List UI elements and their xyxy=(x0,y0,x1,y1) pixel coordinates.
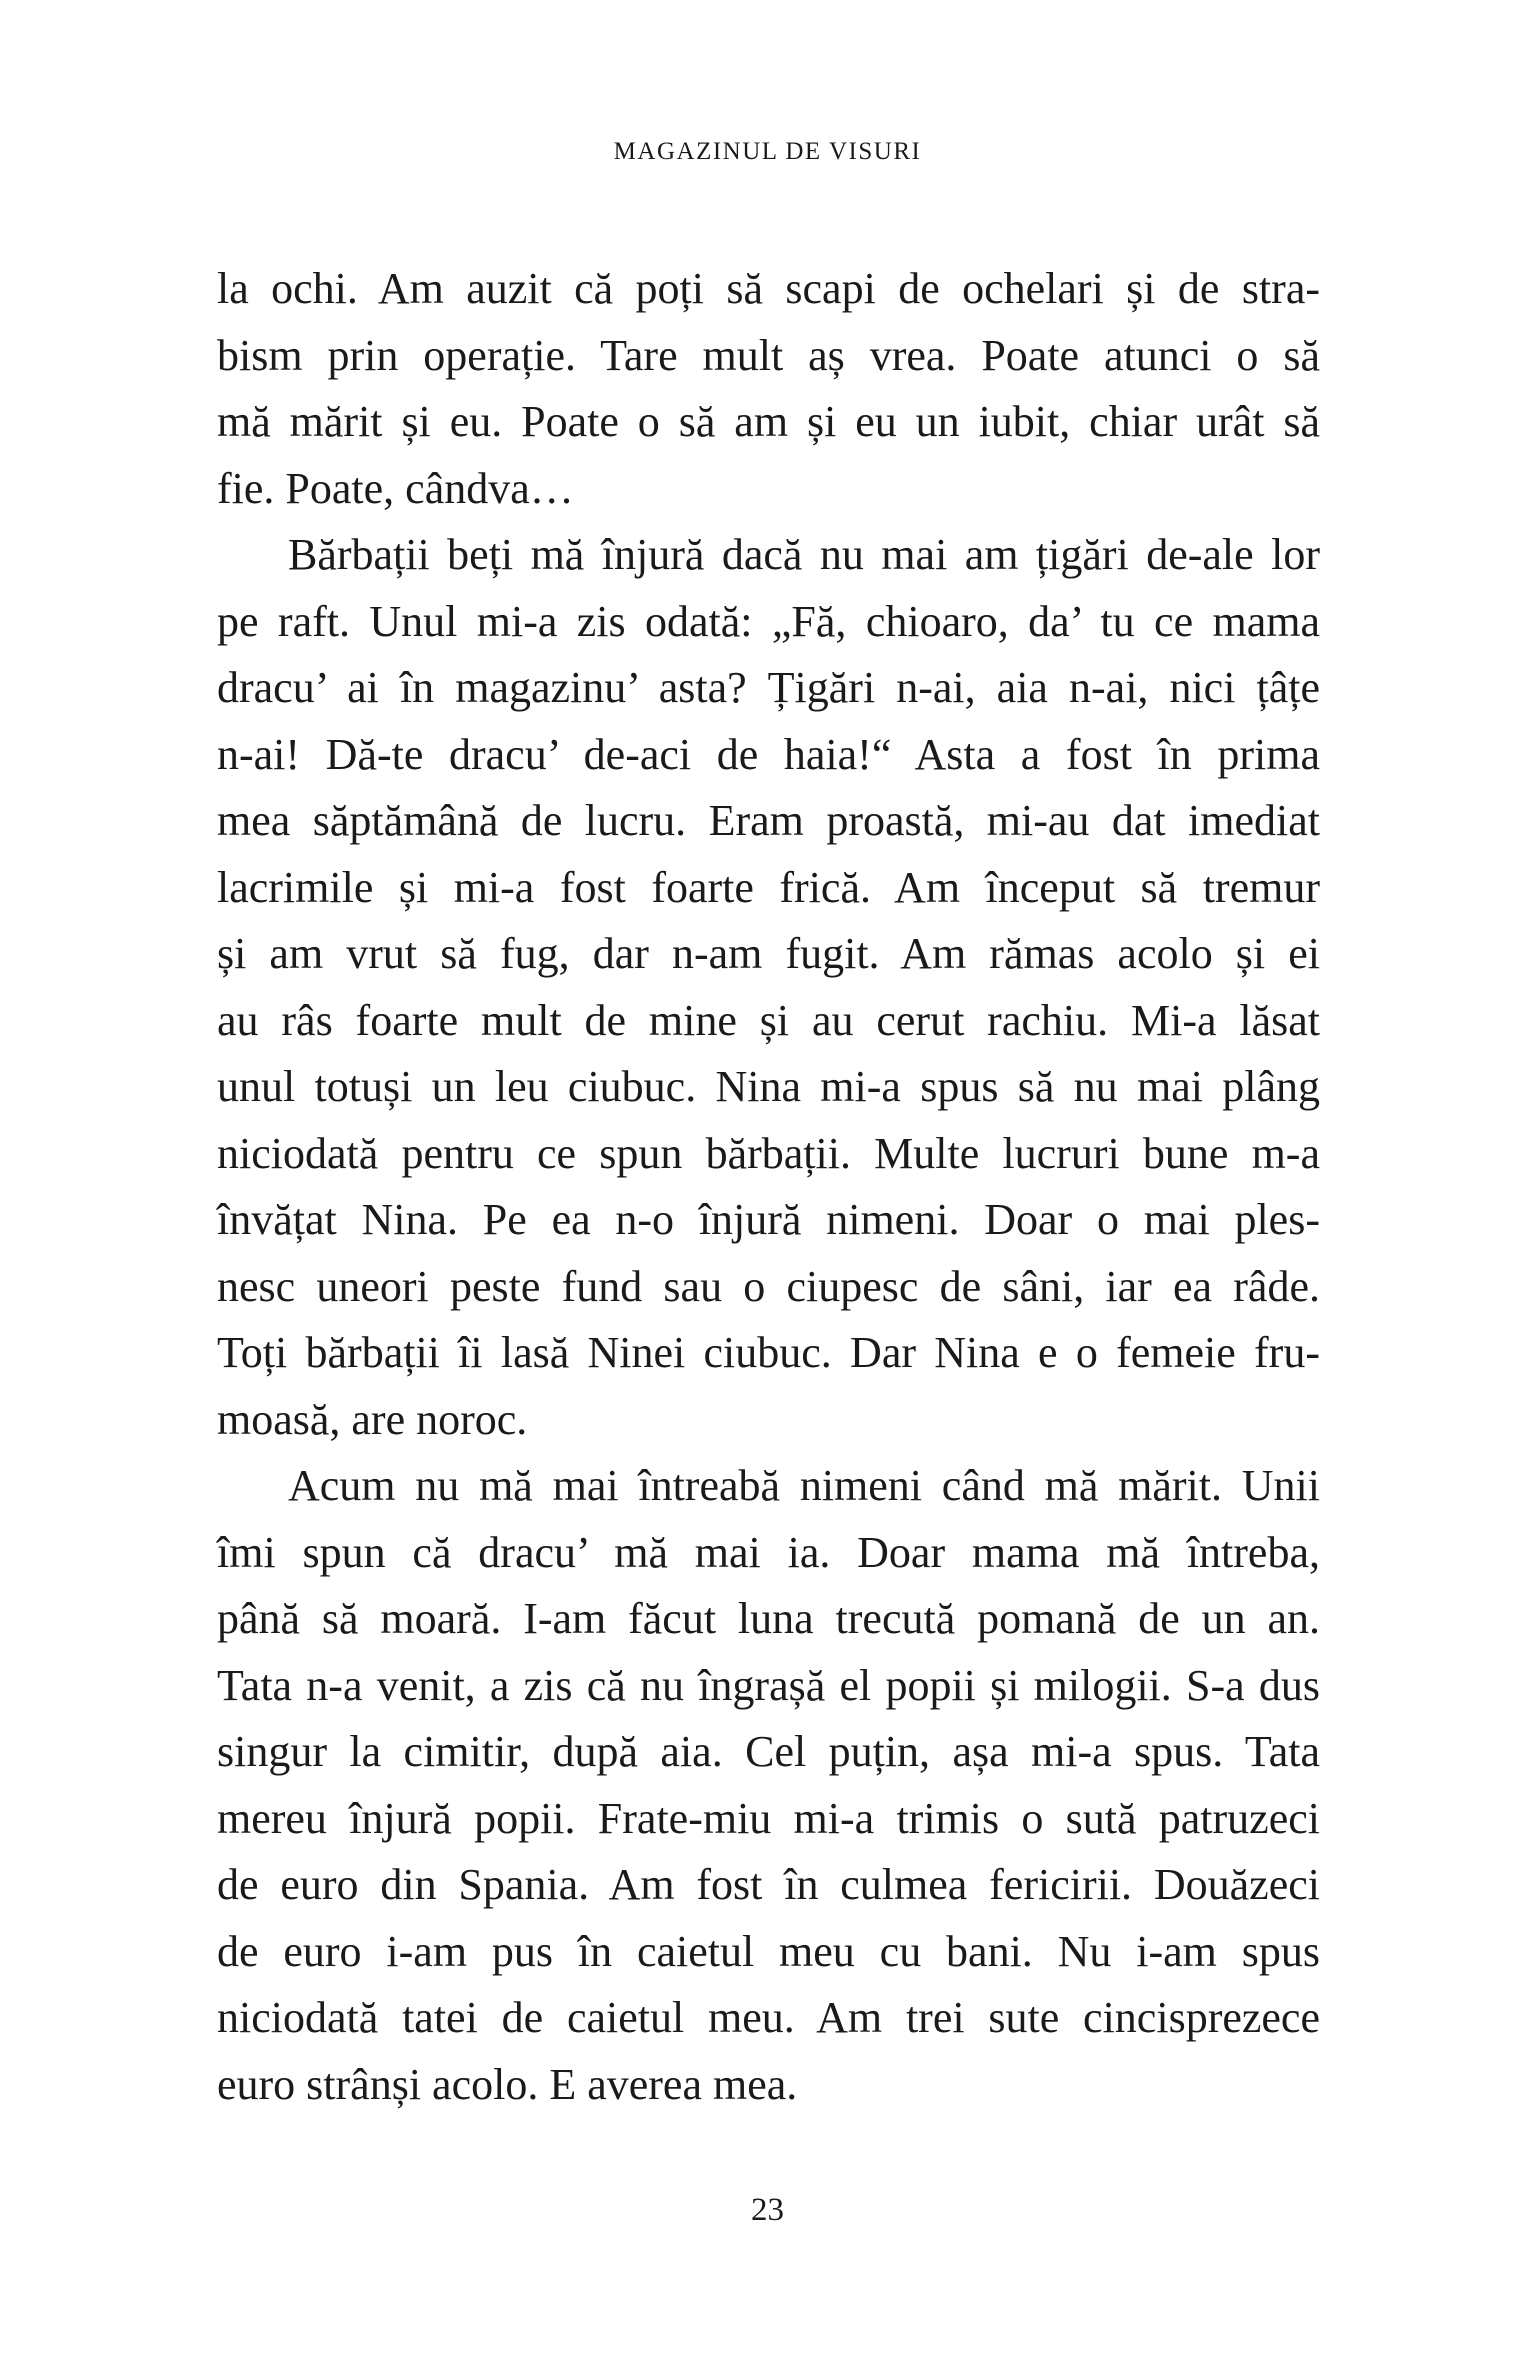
running-header: MAGAZINUL DE VISURI xyxy=(613,138,922,165)
text-line: singur la cimitir, după aia. Cel puțin, așa mi-a spus. Tata xyxy=(217,1727,1320,1776)
text-line: pe raft. Unul mi-a zis odată: „Fă, chioaro, da’ tu ce mama xyxy=(217,596,1320,646)
text-line: lacrimile și mi-a fost foarte frică. Am început să tremur xyxy=(217,862,1320,912)
text-line: până să moară. I-am făcut luna trecută pomană de un an. xyxy=(217,1594,1320,1643)
text-line: îmi spun că dracu’ mă mai ia. Doar mama mă întreba, xyxy=(217,1527,1320,1577)
text-line: și am vrut să fug, dar n-am fugit. Am rămas acolo și ei xyxy=(217,929,1320,978)
text-line: euro strânși acolo. E averea mea. xyxy=(217,2059,798,2109)
text-line: Acum nu mă mai întreabă nimeni când mă mărit. Unii xyxy=(288,1461,1320,1510)
text-line: Toți bărbații îi lasă Ninei ciubuc. Dar Nina e o femeie fru- xyxy=(217,1328,1320,1377)
text-line: mă mărit și eu. Poate o să am și eu un iubit, chiar urât să xyxy=(217,397,1320,446)
text-line: moasă, are noroc. xyxy=(217,1394,528,1444)
text-line: fie. Poate, cândva… xyxy=(217,463,574,513)
text-line: mea săptămână de lucru. Eram proastă, mi-au dat imediat xyxy=(217,796,1320,845)
text-line: dracu’ ai în magazinu’ asta? Țigări n-ai, aia n-ai, nici țâțe xyxy=(217,663,1320,712)
text-line: bism prin operație. Tare mult aș vrea. Poate atunci o să xyxy=(217,330,1320,380)
text-line: la ochi. Am auzit că poți să scapi de ochelari și de stra- xyxy=(217,264,1320,313)
text-line: de euro i-am pus în caietul meu cu bani. Nu i-am spus xyxy=(217,1926,1320,1976)
text-line: niciodată pentru ce spun bărbații. Multe lucruri bune m-a xyxy=(217,1128,1320,1178)
body-text xyxy=(217,256,1320,2118)
text-line: unul totuși un leu ciubuc. Nina mi-a spus să nu mai plâng xyxy=(217,1062,1320,1111)
text-line: de euro din Spania. Am fost în culmea fericirii. Douăzeci xyxy=(217,1860,1320,1909)
page-number: 23 xyxy=(751,2192,784,2228)
text-line: niciodată tatei de caietul meu. Am trei sute cincisprezece xyxy=(217,1993,1320,2042)
text-line: mereu înjură popii. Frate-miu mi-a trimis o sută patruzeci xyxy=(217,1793,1320,1843)
text-line: n-ai! Dă-te dracu’ de-aci de haia!“ Asta a fost în prima xyxy=(217,729,1320,779)
text-line: nesc uneori peste fund sau o ciupesc de sâni, iar ea râde. xyxy=(217,1261,1320,1311)
text-line: au râs foarte mult de mine și au cerut rachiu. Mi-a lăsat xyxy=(217,995,1320,1045)
text-line: Tata n-a venit, a zis că nu îngrașă el popii și milogii. S-a dus xyxy=(217,1660,1320,1710)
text-line: Bărbații beți mă înjură dacă nu mai am țigări de-ale lor xyxy=(288,530,1320,579)
text-line: învățat Nina. Pe ea n-o înjură nimeni. Doar o mai ples- xyxy=(217,1195,1320,1244)
